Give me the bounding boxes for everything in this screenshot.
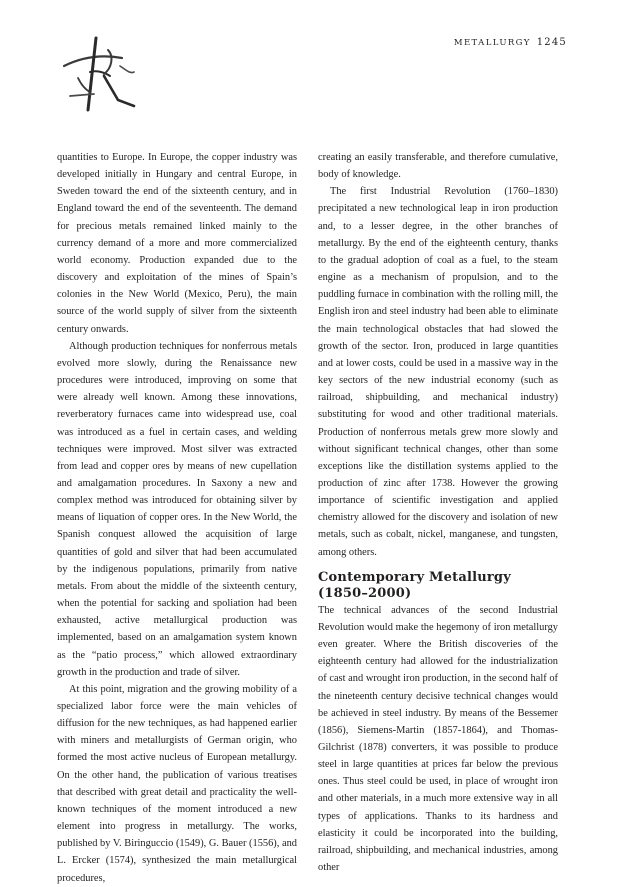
paragraph: The first Industrial Revolution (1760–1830) precipitated a new technological leap in iron production and, to a lesser degree, in the other branches of metallurgy. By the end of the eighteenth century, thanks to the gradual adoption of coal as a fuel, to the steam engine as a mechanism of propulsion, and to the puddling furnace in combination with the rolling mill, the English iron and steel industry had been able to eliminate the main technological obstacles that had slowed the growth of the sector. Iron, produced in large quantities and at lower costs, could be used in a massive way in the key sectors of the new industrial economy (such as railroad, shipbuilding, and mechanical industry) substituting for wood and other traditional materials. Production of nonferrous metals grew more slowly and without significant technical changes, other than some exceptions like the distillation systems applied to the production of zinc after 1738. However the growing importance of scientific investigation and applied chemistry allowed for the discovery and isolation of new metals, such as cobalt, nickel, manganese, and tungsten, among others. xyxy=(318,186,558,558)
calligraphic-figure-icon xyxy=(60,36,142,112)
left-column xyxy=(57,149,297,887)
paragraph: The technical advances of the second Industrial Revolution would make the hegemony of iron metallurgy even greater. Where the British discoveries of the eighteenth century had allowed for the industrialization of cast and wrought iron production, in the second half of the nineteenth century decisive technical changes would be achieved in steel industry. By means of the Bessemer (1856), Siemens-Martin (1857-1864), and Thomas-Gilchrist (1878) converters, it was possible to produce steel in large quantities at prices far below the previous ones. Thus steel could be used, in place of wrought iron and other materials, in a much more extensive way in all types of applications. Thanks to its hardness and elasticity it could be incorporated into the building, railroad, shipbuilding, and mechanical industries, among other xyxy=(318,604,558,874)
running-head-title: METALLURGY xyxy=(453,38,531,48)
paragraph: creating an easily transferable, and therefore cumulative, body of knowledge. xyxy=(318,152,558,181)
section-heading-line: (1850–2000) xyxy=(318,585,412,601)
paragraph: quantities to Europe. In Europe, the copper industry was developed initially in Hungary and central Europe, in Sweden toward the end of the sixteenth century, and in England toward the end of the seventeenth. The demand for precious metals remained linked mainly to the currency demand of a more and more commercialized world economy. Production expanded due to the discovery and exploitation of the mines of Spain’s colonies in the New World (Mexico, Peru), the main source of the world supply of silver from the sixteenth century onwards. xyxy=(57,152,297,335)
section-heading-line: Contemporary Metallurgy xyxy=(318,569,511,585)
section-heading xyxy=(318,570,558,602)
right-column xyxy=(318,149,558,876)
page-number: 1245 xyxy=(536,37,567,48)
paragraph: At this point, migration and the growing mobility of a specialized labor force were the main vehicles of diffusion for the new techniques, as had happened earlier with miners and metallurgists of German origin, who formed the most active nucleus of European metallurgy. On the other hand, the publication of various treatises that described with great detail and practicality the well-known techniques of the moment introduced a new element into progress in metallurgy. The works, published by V. Biringuccio (1549), G. Bauer (1556), and L. Ercker (1574), synthesized the main metallurgical procedures, xyxy=(57,683,297,884)
paragraph: Although production techniques for nonferrous metals evolved more slowly, during the Renaissance new procedures were introduced, improving on some that were already well known. Among these innovations, reverberatory furnaces came into widespread use, coal was introduced as a fuel in certain cases, and welding techniques were improved. Most silver was extracted from lead and copper ores by means of new cupellation and amalgamation procedures. In Saxony a new and complex method was introduced for obtaining silver by means of liquation of copper ores. In the New World, the Spanish conquest allowed the acquisition of large quantities of gold and silver that had been accumulated by the indigenous populations, primarily from native metals. From about the middle of the sixteenth century, when the potential for sacking and spoliation had been exhausted, active metallurgical production was implemented, based on an amalgamation system known as the “patio process,” which allowed extraordinary growth in the production and trade of silver. xyxy=(57,340,297,678)
running-head xyxy=(454,37,567,48)
